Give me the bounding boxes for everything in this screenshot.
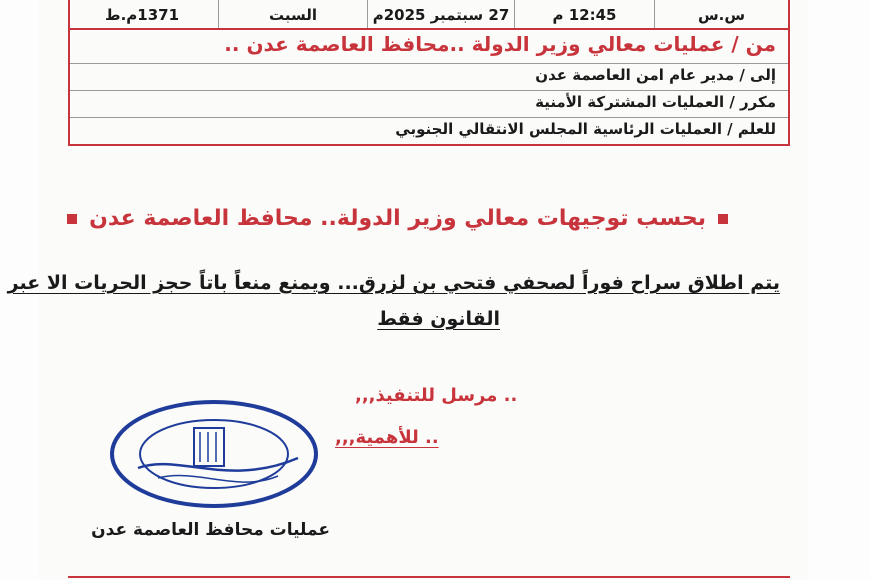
bottom-rule: [68, 576, 790, 578]
body-line-2: القانون فقط: [377, 308, 500, 330]
right-margin: [808, 0, 870, 580]
info-row: [70, 117, 788, 144]
time-cell: 12:45 م: [514, 0, 654, 28]
official-stamp-icon: [108, 398, 320, 510]
header-table: [68, 0, 790, 146]
info-text: للعلم / العمليات الرئاسية المجلس الانتقالي الجنوبي: [395, 120, 776, 138]
cc-row: [70, 90, 788, 118]
closing-line-2: .. للأهمية,,,: [335, 427, 439, 448]
to-text: إلى / مدير عام امن العاصمة عدن: [535, 66, 776, 84]
from-text: من / عمليات معالي وزير الدولة ..محافظ العاصمة عدن ..: [224, 32, 776, 56]
date-cell: 27 سبتمبر 2025م: [367, 0, 514, 28]
code-cell: س.س: [654, 0, 788, 28]
signature-label: عمليات محافظ العاصمة عدن: [91, 520, 330, 540]
bullet-square-icon: [67, 214, 77, 224]
cc-text: مكرر / العمليات المشتركة الأمنية: [535, 93, 776, 111]
closing-line-1: .. مرسل للتنفيذ,,,: [355, 385, 518, 406]
body-line-1: يتم اطلاق سراح فوراً لصحفي فتحي بن لزرق... ويمنع منعاً باتاً حجز الحريات الا عبر: [7, 272, 780, 294]
from-row: [70, 28, 788, 64]
bullet-square-icon: [718, 214, 728, 224]
directive-heading-text: بحسب توجيهات معالي وزير الدولة.. محافظ العاصمة عدن: [89, 206, 706, 231]
directive-heading: [89, 206, 740, 242]
reference-cell: 1371م.ط: [104, 6, 180, 24]
to-row: [70, 63, 788, 91]
meta-row: [70, 0, 788, 30]
day-cell: السبت: [218, 0, 367, 28]
